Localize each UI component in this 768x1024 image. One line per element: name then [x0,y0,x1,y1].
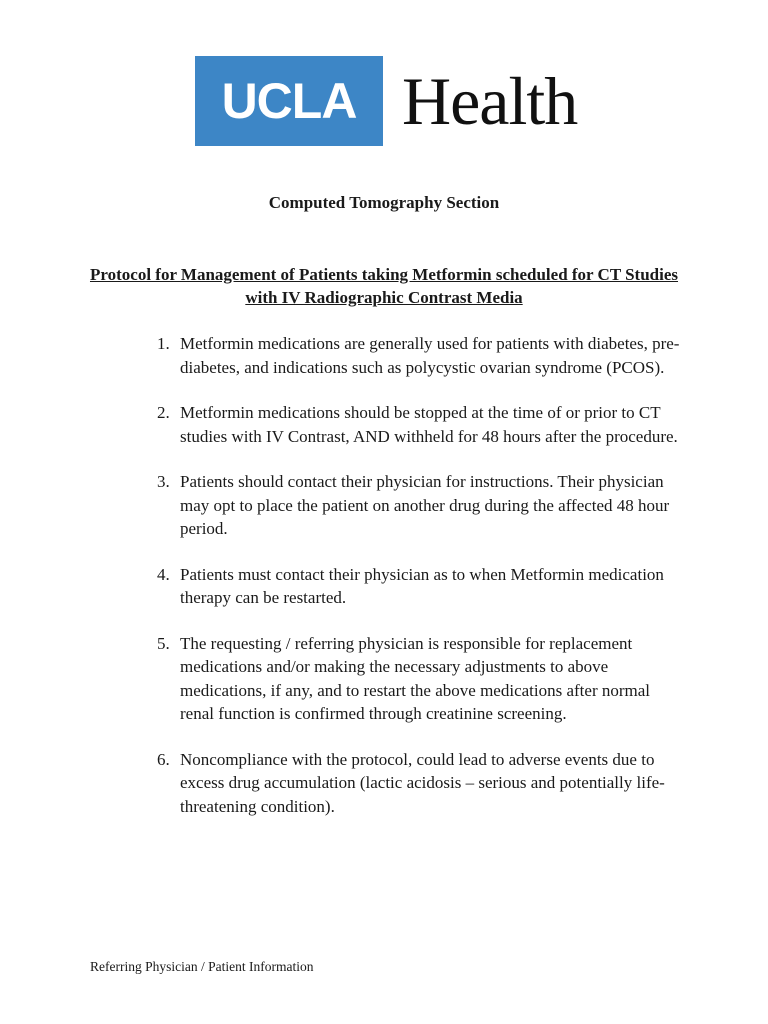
item-text: Metformin medications should be stopped at the time of or prior to CT studies with IV Contrast, AND withheld for 48 hours after the procedure. [180,403,678,446]
item-text: Patients must contact their physician as to when Metformin medication therapy can be restarted. [180,564,664,607]
item-text: Patients should contact their physician for instructions. Their physician may opt to place the patient on another drug during the affected 48 hour period. [180,472,670,538]
protocol-item-5 [0,632,680,726]
protocol-item-3 [0,470,680,541]
item-text: Noncompliance with the protocol, could lead to adverse events due to excess drug accumulation (lactic acidosis – serious and potentially life-threatening condition). [180,749,665,816]
page-footer: Referring Physician / Patient Information [90,959,314,974]
protocol-item-1 [0,332,680,379]
protocol-item-2 [0,401,680,448]
item-number: 3. [157,472,170,491]
item-number: 4. [157,564,170,584]
item-text: The requesting / referring physician is responsible for replacement medications and/or making the necessary adjustments to above medications, if any, and to restart the above medications after normal renal function is confirmed through creatinine screening. [180,633,651,723]
protocol-title: Protocol for Management of Patients taking Metformin scheduled for CT Studies with IV Radiographic Contrast Media [89,265,679,307]
ucla-health-logo [195,56,577,146]
protocol-item-4 [0,563,680,610]
protocol-item-6 [0,748,680,819]
ucla-logo-text: UCLA [221,73,357,129]
ucla-logo-box [195,56,383,146]
protocol-list [0,332,768,840]
health-logo-text: Health [402,63,578,139]
item-number: 5. [157,633,170,653]
item-number: 1. [157,334,170,353]
item-number: 2. [157,403,170,422]
section-title: Computed Tomography Section [268,193,500,212]
item-number: 6. [157,749,170,769]
item-text: Metformin medications are generally used for patients with diabetes, pre-diabetes, and indications such as polycystic ovarian syndrome (PCOS). [180,334,680,377]
